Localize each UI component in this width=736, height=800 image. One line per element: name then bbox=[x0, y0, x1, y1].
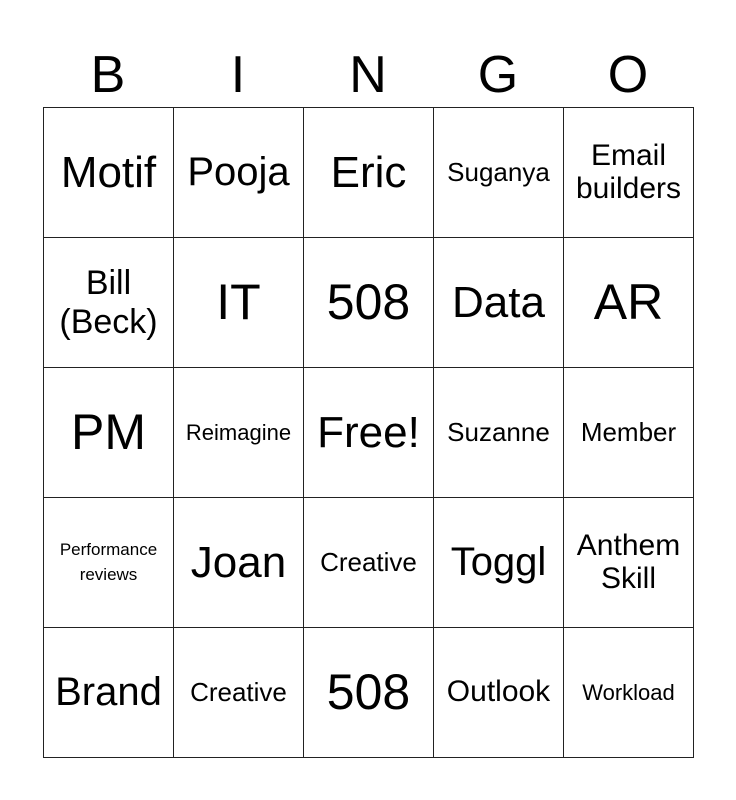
bingo-grid bbox=[43, 107, 694, 758]
cell-label: AR bbox=[593, 274, 664, 331]
bingo-cell[interactable] bbox=[304, 498, 434, 628]
cell-label: Eric bbox=[330, 147, 407, 197]
bingo-cell[interactable] bbox=[434, 238, 564, 368]
bingo-cell[interactable] bbox=[434, 498, 564, 628]
bingo-cell[interactable] bbox=[174, 628, 304, 758]
bingo-cell[interactable] bbox=[174, 238, 304, 368]
cell-label: Data bbox=[452, 277, 545, 327]
cell-label: Motif bbox=[60, 147, 157, 197]
cell-label: Brand bbox=[55, 669, 162, 714]
header-letter-o: O bbox=[607, 46, 649, 104]
bingo-header bbox=[43, 44, 693, 106]
cell-label: Reimagine bbox=[185, 419, 292, 445]
cell-label: Free! bbox=[317, 407, 420, 457]
bingo-cell[interactable] bbox=[434, 108, 564, 238]
cell-label: Email builders bbox=[575, 139, 682, 205]
header-letter-i: I bbox=[230, 46, 246, 104]
bingo-cell[interactable] bbox=[564, 108, 694, 238]
bingo-cell[interactable] bbox=[174, 498, 304, 628]
cell-label: Suganya bbox=[447, 157, 550, 188]
bingo-cell[interactable] bbox=[564, 238, 694, 368]
bingo-cell[interactable] bbox=[304, 108, 434, 238]
cell-label: 508 bbox=[326, 664, 411, 721]
header-letter-g: G bbox=[477, 46, 519, 104]
cell-label: Performance reviews bbox=[59, 539, 158, 584]
cell-label: Bill (Beck) bbox=[59, 263, 158, 341]
bingo-cell[interactable] bbox=[174, 368, 304, 498]
bingo-cell[interactable] bbox=[564, 628, 694, 758]
bingo-cell[interactable] bbox=[44, 368, 174, 498]
bingo-cell[interactable] bbox=[44, 238, 174, 368]
cell-label: 508 bbox=[326, 274, 411, 331]
bingo-cell[interactable] bbox=[564, 498, 694, 628]
bingo-cell[interactable] bbox=[304, 238, 434, 368]
cell-label: Pooja bbox=[187, 149, 290, 194]
cell-label: Member bbox=[580, 417, 677, 448]
cell-label: Toggl bbox=[450, 539, 547, 584]
cell-label: Suzanne bbox=[447, 417, 550, 448]
bingo-cell[interactable] bbox=[304, 628, 434, 758]
cell-label: Anthem Skill bbox=[576, 529, 681, 595]
bingo-cell[interactable] bbox=[44, 628, 174, 758]
cell-label: PM bbox=[71, 404, 146, 461]
bingo-cell[interactable] bbox=[174, 108, 304, 238]
bingo-cell[interactable] bbox=[434, 368, 564, 498]
bingo-cell[interactable] bbox=[44, 108, 174, 238]
cell-label: Outlook bbox=[446, 675, 551, 709]
bingo-cell[interactable] bbox=[434, 628, 564, 758]
header-letter-b: B bbox=[90, 46, 126, 104]
free-space-cell[interactable] bbox=[304, 368, 434, 498]
cell-label: Joan bbox=[190, 537, 287, 587]
cell-label: Workload bbox=[582, 679, 675, 705]
bingo-cell[interactable] bbox=[564, 368, 694, 498]
header-letter-n: N bbox=[349, 46, 387, 104]
cell-label: IT bbox=[216, 274, 261, 331]
bingo-cell[interactable] bbox=[44, 498, 174, 628]
cell-label: Creative bbox=[190, 677, 287, 708]
cell-label: Creative bbox=[320, 547, 417, 578]
